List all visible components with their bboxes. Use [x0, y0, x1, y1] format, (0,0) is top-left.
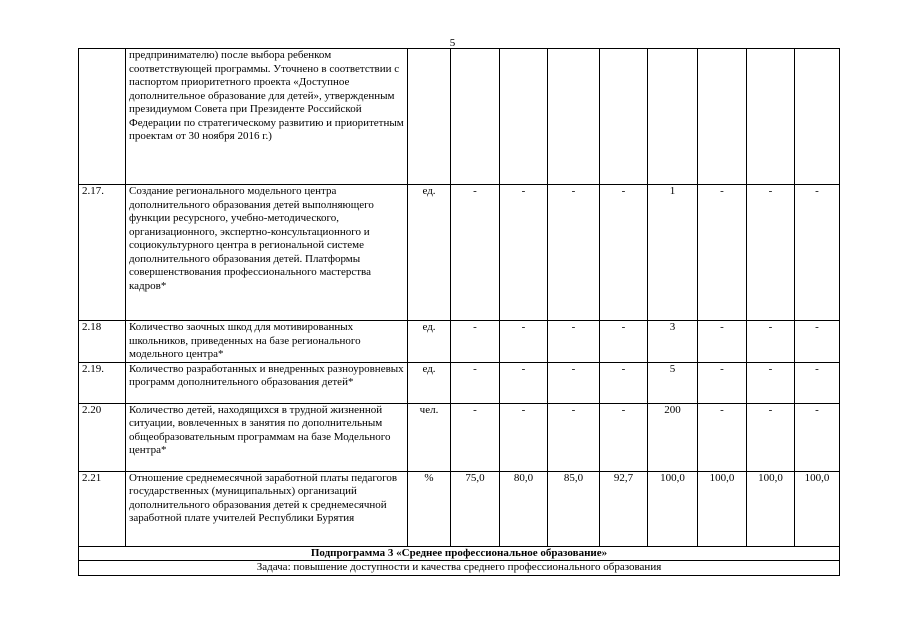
row-number [79, 49, 126, 185]
unit-cell: ед. [408, 321, 451, 363]
value-cell: - [747, 362, 795, 403]
page-number: 5 [449, 37, 456, 49]
value-cell [500, 49, 548, 185]
value-cell: - [451, 403, 500, 471]
value-cell: - [548, 185, 600, 321]
value-cell: 75,0 [451, 471, 500, 546]
value-cell: 92,7 [600, 471, 648, 546]
value-cell [747, 49, 795, 185]
indicator-name: Количество заочных шкод для мотивированных школьников, приведенных на базе регионального модельного центра* [126, 321, 408, 363]
row-number: 2.20 [79, 403, 126, 471]
value-cell: - [451, 321, 500, 363]
value-cell [548, 49, 600, 185]
indicator-name: Количество разработанных и внедренных разноуровневых программ дополнительного образования детей* [126, 362, 408, 403]
value-cell: - [500, 185, 548, 321]
indicators-table [78, 48, 840, 576]
value-cell: - [747, 321, 795, 363]
indicator-name: Создание регионального модельного центра дополнительного образования детей выполняющего функции ресурсного, учебно-методического, организационного, экспертно-консультационного и социокультурного центра в региональной системе дополнительного образования детей. Платформы совершенствования профессионального мастерства кадров* [126, 185, 408, 321]
unit-cell [408, 49, 451, 185]
value-cell: 1 [648, 185, 698, 321]
value-cell: - [698, 362, 747, 403]
value-cell: - [500, 321, 548, 363]
table-row [79, 362, 840, 403]
value-cell: - [747, 185, 795, 321]
unit-cell: % [408, 471, 451, 546]
value-cell: - [451, 185, 500, 321]
task-row [79, 561, 840, 576]
value-cell: 100,0 [795, 471, 840, 546]
task-text: Задача: повышение доступности и качества среднего профессионального образования [79, 561, 840, 576]
value-cell: - [600, 185, 648, 321]
value-cell: 200 [648, 403, 698, 471]
value-cell: - [795, 321, 840, 363]
subprogram-title: Подпрограмма 3 «Среднее профессиональное образование» [79, 546, 840, 561]
value-cell: - [795, 185, 840, 321]
value-cell: - [451, 362, 500, 403]
value-cell: 80,0 [500, 471, 548, 546]
unit-cell: ед. [408, 185, 451, 321]
indicator-name: Отношение среднемесячной заработной платы педагогов государственных (муниципальных) организаций дополнительного образования детей к среднемесячной заработной плате учителей Республики Бурятия [126, 471, 408, 546]
table-row [79, 49, 840, 185]
unit-cell: чел. [408, 403, 451, 471]
row-number: 2.17. [79, 185, 126, 321]
value-cell: - [548, 362, 600, 403]
value-cell: - [600, 403, 648, 471]
indicator-name: Количество детей, находящихся в трудной жизненной ситуации, вовлеченных в занятия по дополнительным общеобразовательным программам на базе Модельного центра* [126, 403, 408, 471]
value-cell [698, 49, 747, 185]
value-cell: - [548, 321, 600, 363]
value-cell: - [795, 403, 840, 471]
row-number: 2.21 [79, 471, 126, 546]
value-cell: - [795, 362, 840, 403]
table-row [79, 403, 840, 471]
value-cell [648, 49, 698, 185]
value-cell: - [600, 321, 648, 363]
table-row [79, 321, 840, 363]
table-row [79, 185, 840, 321]
row-number: 2.19. [79, 362, 126, 403]
table-row [79, 471, 840, 546]
value-cell: 100,0 [648, 471, 698, 546]
value-cell: 100,0 [698, 471, 747, 546]
value-cell: - [698, 321, 747, 363]
value-cell: 100,0 [747, 471, 795, 546]
indicator-name: предпринимателю) после выбора ребенком соответствующей программы. Уточнено в соответствии с паспортом приоритетного проекта «Доступное дополнительное образование для детей», утвержденным президиумом Совета при Президенте Российской Федерации по стратегическому развитию и приоритетным проектам от 30 ноября 2016 г.) [126, 49, 408, 185]
value-cell [451, 49, 500, 185]
value-cell [600, 49, 648, 185]
value-cell: 3 [648, 321, 698, 363]
row-number: 2.18 [79, 321, 126, 363]
value-cell: - [698, 185, 747, 321]
value-cell: - [698, 403, 747, 471]
unit-cell: ед. [408, 362, 451, 403]
value-cell: 85,0 [548, 471, 600, 546]
value-cell: - [747, 403, 795, 471]
value-cell: - [548, 403, 600, 471]
value-cell: - [500, 362, 548, 403]
value-cell: - [500, 403, 548, 471]
subprogram-row [79, 546, 840, 561]
value-cell: 5 [648, 362, 698, 403]
value-cell: - [600, 362, 648, 403]
value-cell [795, 49, 840, 185]
